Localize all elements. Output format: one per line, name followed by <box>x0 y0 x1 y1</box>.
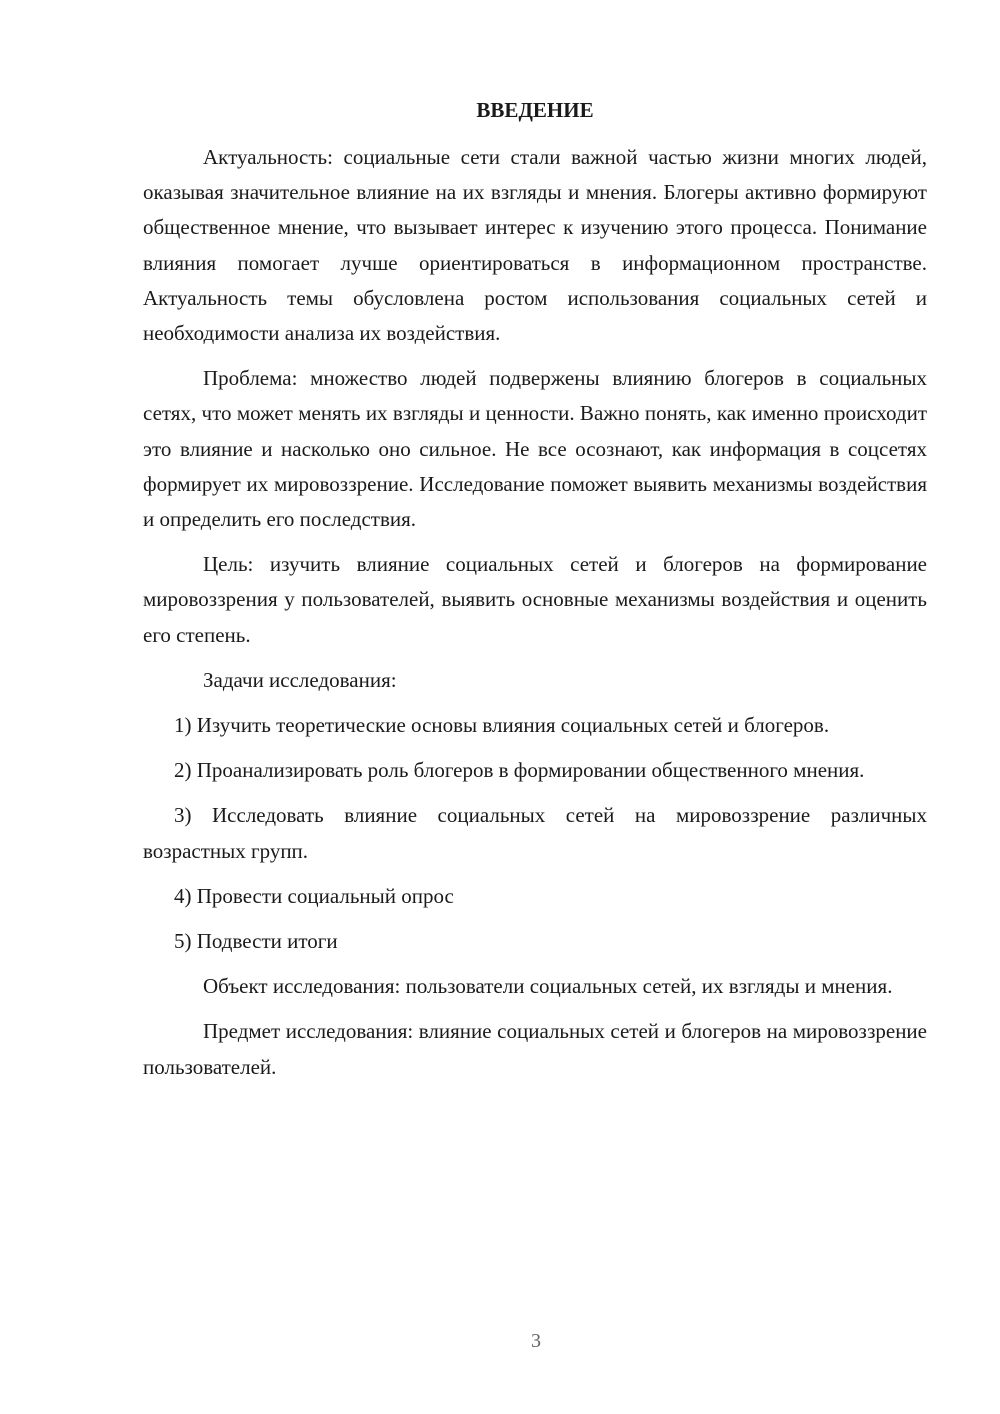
problem-paragraph: Проблема: множество людей подвержены влиянию блогеров в социальных сетях, что может менять их взгляды и ценности. Важно понять, как именно происходит это влияние и насколько оно сильное. Не все осознают, как информация в соцсетях формирует их мировоззрение. Исследование поможет выявить механизмы воздействия и определить его последствия. <box>143 366 927 532</box>
task-item-4: 4) Провести социальный опрос <box>174 883 454 908</box>
relevance-paragraph: Актуальность: социальные сети стали важной частью жизни многих людей, оказывая значительное влияние на их взгляды и мнения. Блогеры активно формируют общественное мнение, что вызывает интерес к изучению этого процесса. Понимание влияния помогает лучше ориентироваться в информационном пространстве. Актуальность темы обусловлена ростом использования социальных сетей и необходимости анализа их воздействия. <box>143 145 927 346</box>
object-paragraph: Объект исследования: пользователи социальных сетей, их взгляды и мнения. <box>203 974 893 999</box>
task-item-3: 3) Исследовать влияние социальных сетей на мировоззрение различных возрастных групп. <box>143 803 927 863</box>
subject-paragraph: Предмет исследования: влияние социальных сетей и блогеров на мировоззрение пользователей. <box>143 1019 927 1079</box>
tasks-title: Задачи исследования: <box>203 667 397 692</box>
document-page <box>143 93 927 1095</box>
task-item-5: 5) Подвести итоги <box>174 929 338 954</box>
task-item-2: 2) Проанализировать роль блогеров в формировании общественного мнения. <box>174 758 865 783</box>
page-number: 3 <box>531 1330 541 1352</box>
task-item-1: 1) Изучить теоретические основы влияния социальных сетей и блогеров. <box>174 713 830 738</box>
goal-paragraph: Цель: изучить влияние социальных сетей и блогеров на формирование мировоззрения у пользователей, выявить основные механизмы воздействия и оценить его степень. <box>143 552 927 647</box>
section-heading: ВВЕДЕНИЕ <box>476 98 594 122</box>
